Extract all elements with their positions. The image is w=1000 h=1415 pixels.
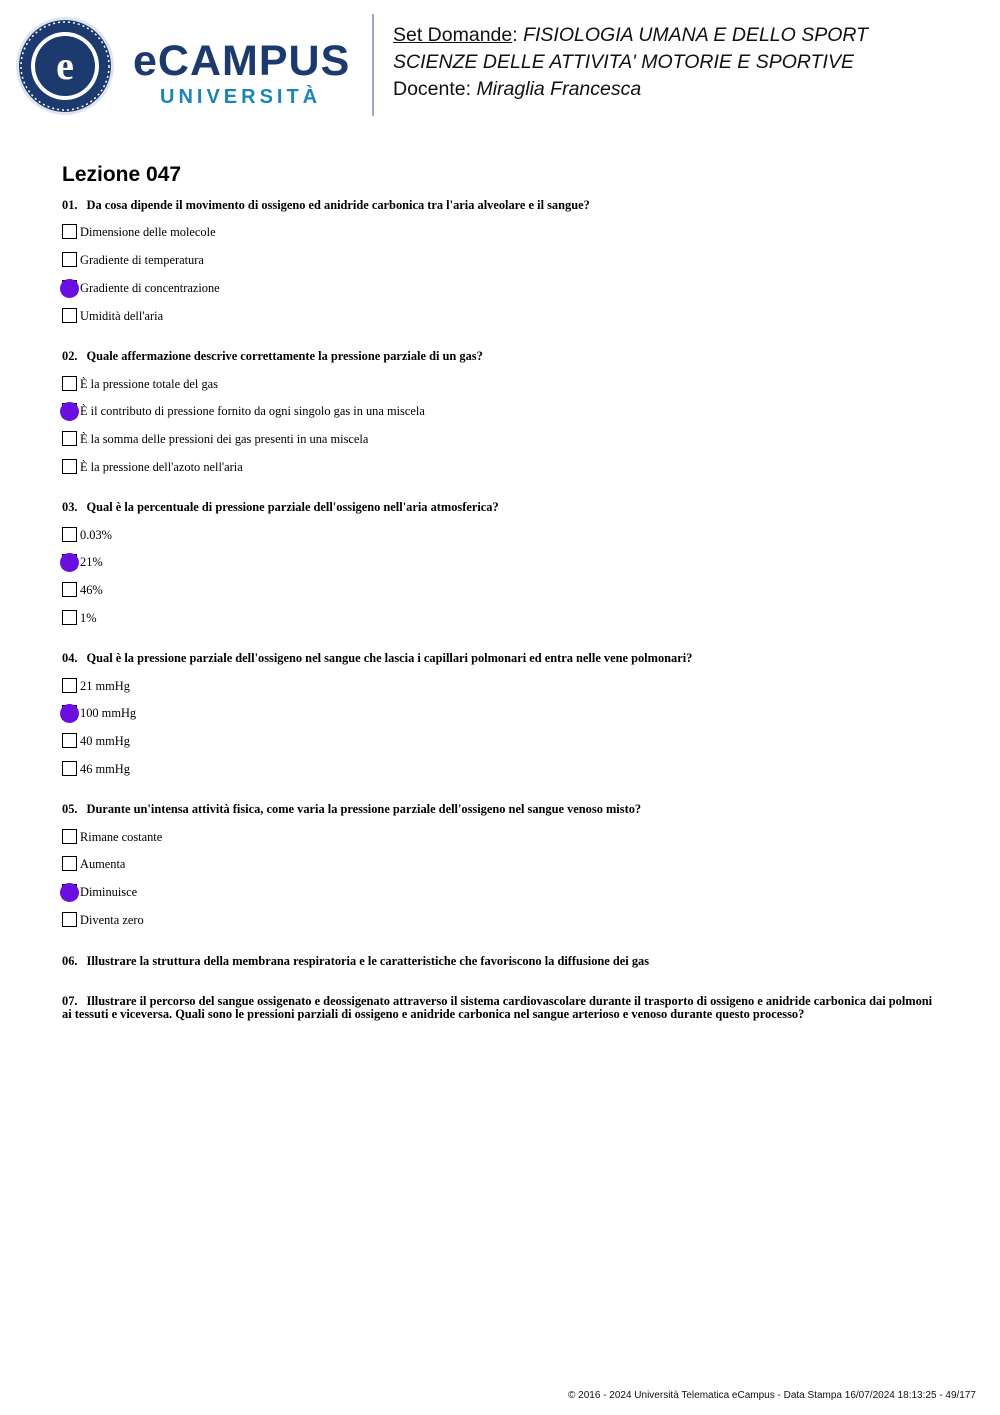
selected-answer-mark (60, 553, 79, 572)
universita-wordmark: UNIVERSITÀ (160, 86, 322, 108)
question-text: Qual è la percentuale di pressione parziale dell'ossigeno nell'aria atmosferica? (86, 500, 499, 514)
selected-answer-mark (60, 883, 79, 902)
option-text: È la pressione totale del gas (80, 377, 218, 391)
option-text: 46 mmHg (80, 762, 130, 776)
page-footer: © 2016 - 2024 Università Telematica eCampus - Data Stampa 16/07/2024 18:13:25 - 49/177 (568, 1390, 976, 1401)
question-01 (62, 199, 942, 212)
option-text: Umidità dell'aria (80, 309, 164, 323)
checkbox[interactable] (62, 678, 77, 693)
checkbox[interactable] (62, 912, 77, 927)
question-03 (62, 501, 942, 514)
course-name: SCIENZE DELLE ATTIVITA' MOTORIE E SPORTIVE (393, 51, 854, 73)
selected-answer-mark (60, 402, 79, 421)
checkbox[interactable] (62, 527, 77, 542)
option-text: Gradiente di concentrazione (80, 281, 220, 295)
question-text: Da cosa dipende il movimento di ossigeno ed anidride carbonica tra l'aria alveolare e il sangue? (86, 198, 590, 212)
option-text: È il contributo di pressione fornito da ogni singolo gas in una miscela (80, 404, 425, 418)
question-number: 07. (62, 994, 78, 1008)
question-text: Quale affermazione descrive correttamente la pressione parziale di un gas? (86, 349, 483, 363)
checkbox[interactable] (62, 308, 77, 323)
question-text: Illustrare la struttura della membrana respiratoria e le caratteristiche che favoriscono la diffusione dei gas (86, 954, 650, 968)
course-line (393, 49, 868, 76)
ecampus-wordmark: eCAMPUS (133, 37, 351, 85)
checkbox[interactable] (62, 761, 77, 776)
option-text: Diminuisce (80, 885, 138, 899)
question-number: 02. (62, 349, 78, 363)
question-07 (62, 995, 942, 1021)
set-line: Set Domande: FISIOLOGIA UMANA E DELLO SPORT (393, 24, 869, 46)
option-text: 46% (80, 583, 103, 597)
checkbox[interactable] (62, 829, 77, 844)
checkbox[interactable] (62, 459, 77, 474)
question-number: 01. (62, 198, 78, 212)
checkbox[interactable] (62, 610, 77, 625)
selected-answer-mark (60, 279, 79, 298)
selected-answer-mark (60, 704, 79, 723)
question-text: Durante un'intensa attività fisica, come varia la pressione parziale dell'ossigeno nel sangue venoso misto? (86, 802, 642, 816)
question-text: Qual è la pressione parziale dell'ossigeno nel sangue che lascia i capillari polmonari ed entra nelle vene polmonari? (86, 651, 693, 665)
option-text: 40 mmHg (80, 734, 130, 748)
option-text: 100 mmHg (80, 706, 137, 720)
question-number: 04. (62, 651, 78, 665)
teacher-label: Docente (393, 78, 466, 100)
question-02 (62, 350, 942, 363)
option-text: 21% (80, 555, 103, 569)
question-05 (62, 803, 942, 816)
checkbox[interactable] (62, 582, 77, 597)
question-04 (62, 652, 942, 665)
checkbox[interactable] (62, 431, 77, 446)
checkbox[interactable] (62, 733, 77, 748)
option-text: 21 mmHg (80, 679, 130, 693)
option-text: 0.03% (80, 528, 113, 542)
lesson-title: Lezione 047 (62, 163, 182, 186)
teacher-line: Docente: Miraglia Francesca (393, 78, 642, 100)
option-text: Gradiente di temperatura (80, 253, 204, 267)
set-value: FISIOLOGIA UMANA E DELLO SPORT (523, 24, 869, 46)
option-text: È la pressione dell'azoto nell'aria (80, 460, 243, 474)
question-text: Illustrare il percorso del sangue ossigenato e deossigenato attraverso il sistema cardiovascolare durante il trasporto di ossigeno e anidride carbonica dai polmoni ai tessuti e viceversa. Quali sono le pressioni parziali di ossigeno e anidride carbonica nel sangue arterioso e venoso durante questo processo? (62, 994, 933, 1021)
question-number: 06. (62, 954, 78, 968)
question-06 (62, 955, 942, 968)
option-text: Diventa zero (80, 913, 144, 927)
set-label: Set Domande (393, 24, 513, 46)
option-text: 1% (80, 611, 97, 625)
checkbox[interactable] (62, 224, 77, 239)
option-text: È la somma delle pressioni dei gas presenti in una miscela (80, 432, 369, 446)
header-divider (372, 14, 374, 116)
option-text: Rimane costante (80, 830, 163, 844)
ecampus-seal-logo (14, 16, 116, 116)
svg-text:e: e (56, 43, 74, 88)
checkbox[interactable] (62, 376, 77, 391)
option-text: Aumenta (80, 857, 126, 871)
teacher-name: Miraglia Francesca (476, 78, 642, 100)
question-number: 05. (62, 802, 78, 816)
header-info (393, 22, 868, 103)
checkbox[interactable] (62, 856, 77, 871)
checkbox[interactable] (62, 252, 77, 267)
question-number: 03. (62, 500, 78, 514)
option-text: Dimensione delle molecole (80, 225, 216, 239)
